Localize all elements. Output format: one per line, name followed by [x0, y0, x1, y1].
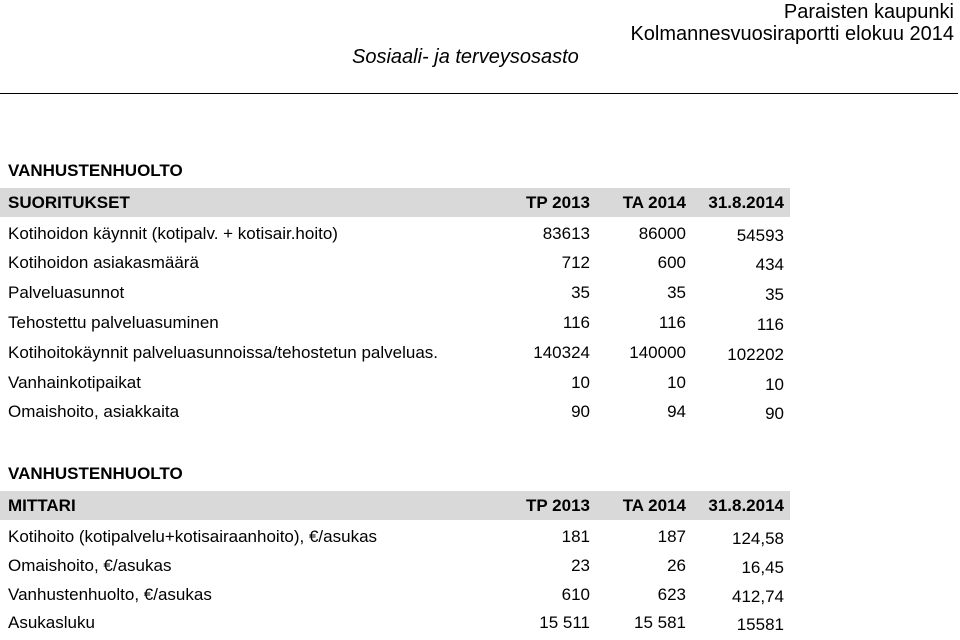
row-label: Palveluasunnot: [8, 283, 125, 302]
cell-31-8-2014: 54593: [736, 226, 784, 245]
column-header-suoritukset: SUORITUKSET: [8, 193, 130, 212]
row-label: Kotihoidon käynnit (kotipalv. + kotisair.hoito): [8, 224, 338, 243]
cell-tp2013: 15 511: [539, 613, 590, 632]
cell-31-8-2014: 10: [765, 375, 784, 394]
row-label: Vanhainkotipaikat: [8, 373, 141, 392]
cell-ta2014: 15 581: [634, 613, 686, 632]
cell-tp2013: 140324: [533, 343, 590, 362]
section2-header-row: [0, 491, 790, 520]
cell-ta2014: 94: [667, 402, 686, 421]
column-header-ta2014: TA 2014: [622, 496, 686, 515]
cell-tp2013: 712: [561, 253, 590, 272]
cell-31-8-2014: 412,74: [732, 587, 784, 606]
row-label: Omaishoito, asiakkaita: [8, 402, 180, 421]
cell-ta2014: 86000: [638, 224, 686, 243]
cell-tp2013: 10: [571, 373, 590, 392]
section1-title: VANHUSTENHUOLTO: [8, 161, 183, 180]
cell-31-8-2014: 116: [756, 315, 784, 334]
row-label: Kotihoito (kotipalvelu+kotisairaanhoito), €/asukas: [8, 527, 378, 546]
cell-tp2013: 23: [571, 556, 590, 575]
row-label: Tehostettu palveluasuminen: [8, 313, 219, 332]
column-header-ta2014: TA 2014: [622, 193, 686, 212]
table-row: [0, 219, 790, 249]
section1-header-row: [0, 188, 790, 217]
column-header-mittari: MITTARI: [8, 496, 76, 515]
table-row: [0, 522, 790, 552]
cell-ta2014: 10: [667, 373, 686, 392]
cell-31-8-2014: 16,45: [741, 558, 784, 577]
column-header-tp2013: TP 2013: [526, 193, 590, 212]
cell-ta2014: 600: [657, 253, 686, 272]
table-row: [0, 278, 790, 308]
cell-31-8-2014: 102202: [727, 345, 784, 364]
table-row: [0, 248, 790, 278]
table-row: [0, 580, 790, 610]
column-header-31-8-2014: 31.8.2014: [708, 496, 784, 515]
cell-tp2013: 90: [571, 402, 590, 421]
cell-31-8-2014: 35: [765, 285, 784, 304]
table-row: [0, 608, 790, 638]
row-label: Kotihoidon asiakasmäärä: [8, 253, 199, 272]
cell-31-8-2014: 124,58: [732, 529, 784, 548]
cell-31-8-2014: 90: [765, 404, 784, 423]
table-row: [0, 308, 790, 338]
cell-tp2013: 610: [561, 585, 590, 604]
table-row: [0, 397, 790, 427]
cell-ta2014: 26: [667, 556, 686, 575]
column-header-31-8-2014: 31.8.2014: [708, 193, 784, 212]
cell-31-8-2014: 434: [755, 255, 784, 274]
column-header-tp2013: TP 2013: [526, 496, 590, 515]
cell-ta2014: 623: [657, 585, 686, 604]
organization-name: Paraisten kaupunki: [783, 1, 954, 23]
row-label: Kotihoitokäynnit palveluasunnoissa/tehostetun palveluas.: [8, 343, 439, 362]
row-label: Omaishoito, €/asukas: [8, 556, 172, 575]
section2-title: VANHUSTENHUOLTO: [8, 464, 183, 483]
table-row: [0, 338, 790, 368]
table-row: [0, 368, 790, 398]
cell-tp2013: 35: [571, 283, 590, 302]
cell-ta2014: 35: [667, 283, 686, 302]
cell-ta2014: 187: [657, 527, 686, 546]
cell-tp2013: 116: [562, 313, 590, 332]
department-name: Sosiaali- ja terveysosasto: [352, 46, 579, 68]
cell-ta2014: 140000: [629, 343, 686, 362]
header-divider: [0, 93, 958, 94]
report-title: Kolmannesvuosiraportti elokuu 2014: [630, 23, 954, 45]
cell-tp2013: 83613: [542, 224, 590, 243]
cell-ta2014: 116: [658, 313, 686, 332]
cell-tp2013: 181: [561, 527, 590, 546]
table-row: [0, 551, 790, 581]
cell-31-8-2014: 15581: [736, 615, 784, 634]
row-label: Vanhustenhuolto, €/asukas: [8, 585, 212, 604]
row-label: Asukasluku: [8, 613, 95, 632]
